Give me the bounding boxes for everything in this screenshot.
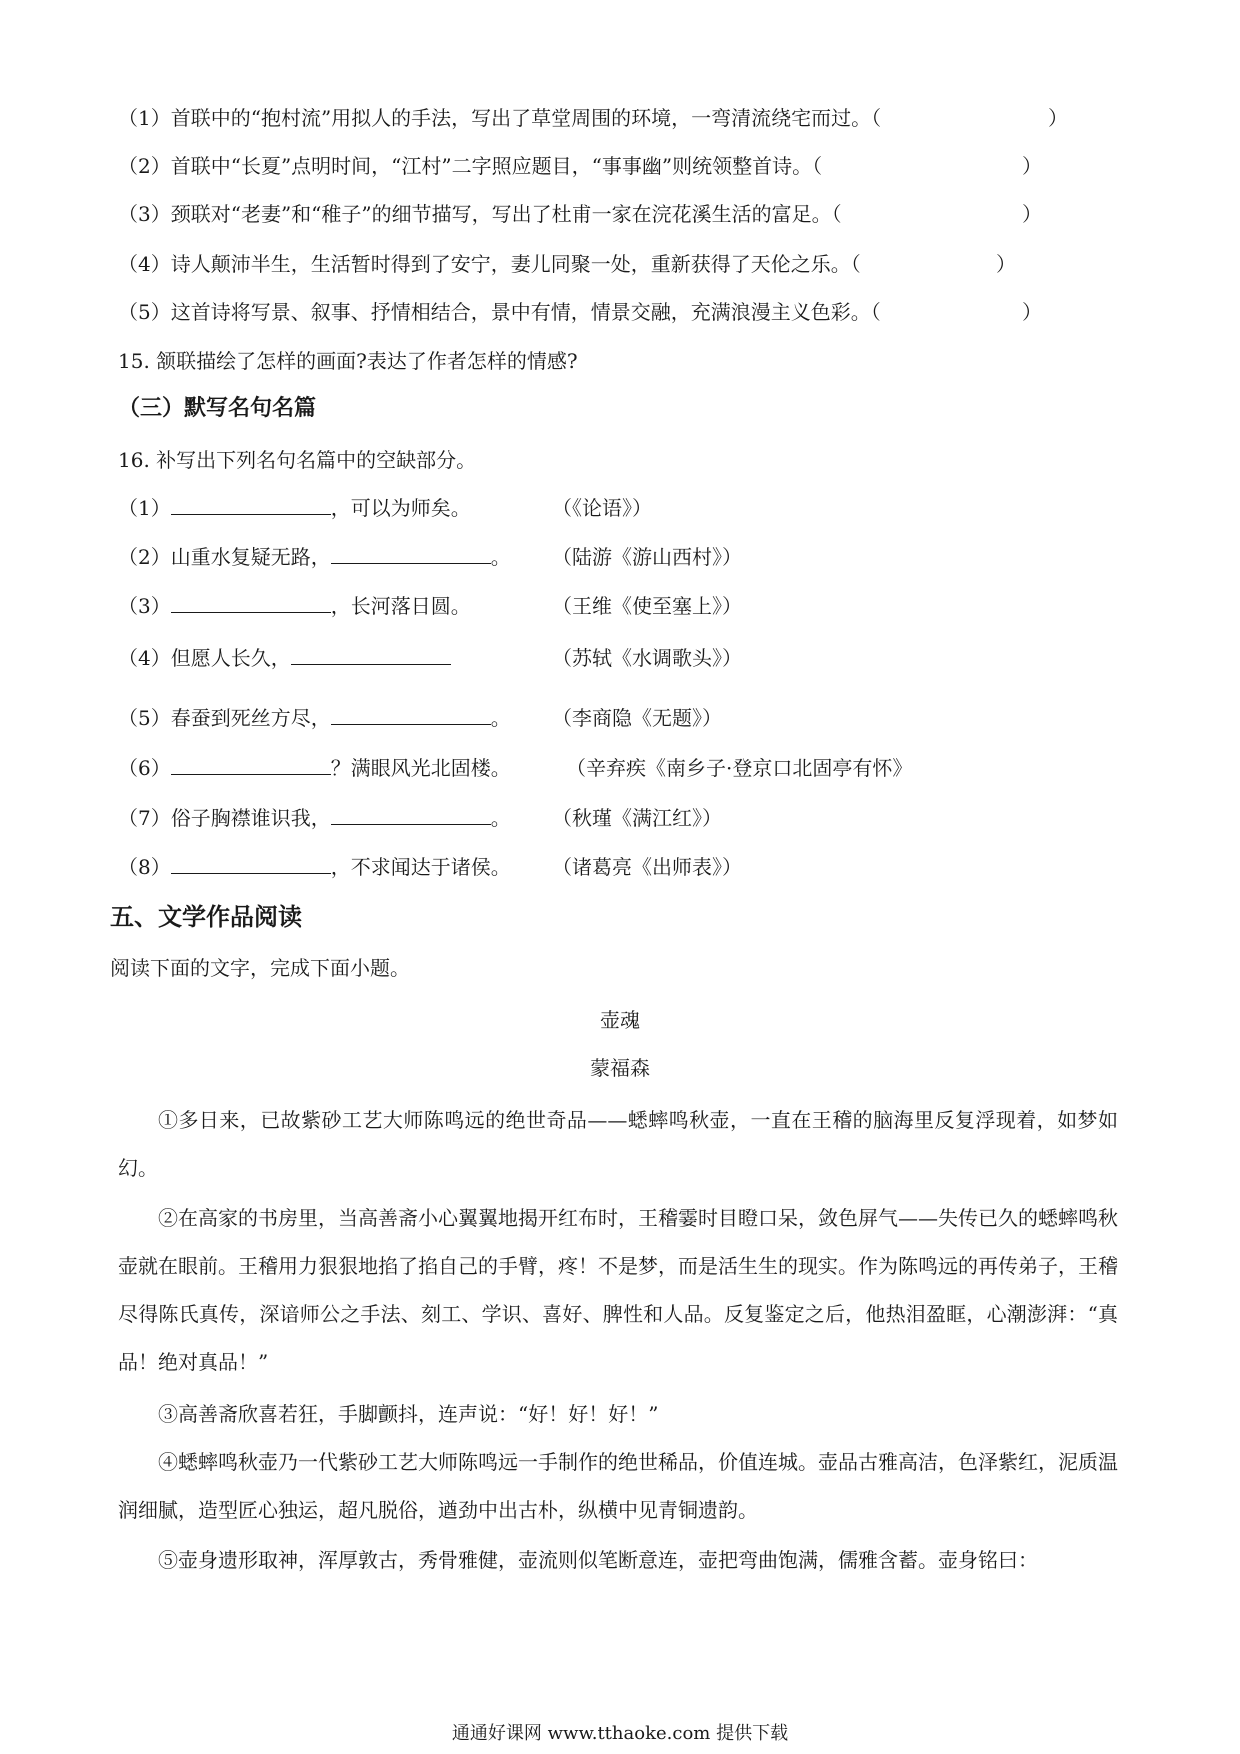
article-paragraph-1: ①多日来，已故紫砂工艺大师陈鸣远的绝世奇品——蟋蟀鸣秋壶，一直在王稽的脑海里反复浮现着，如梦如幻。 (118, 1108, 1118, 1180)
fill-item-2-source: （陆游《游山西村》） (552, 545, 742, 569)
page-footer: 通通好课网 www.tthaoke.com 提供下载 (451, 1723, 789, 1744)
answer-blank[interactable] (331, 704, 491, 725)
fill-item-6-source: （辛弃疾《南乡子·登京口北固亭有怀》 (566, 756, 913, 780)
fill-item-7: （7）俗子胸襟谁识我， 。 (118, 806, 511, 830)
answer-blank[interactable] (171, 494, 331, 515)
reading-instruction: 阅读下面的文字，完成下面小题。 (110, 956, 410, 980)
fill-item-5: （5）春蚕到死丝方尽， 。 (118, 706, 511, 730)
judgment-item-4-close: ） (996, 252, 1016, 276)
judgment-item-4: （4）诗人颠沛半生，生活暂时得到了安宁，妻儿同聚一处，重新获得了天伦之乐。（ (118, 252, 861, 276)
answer-blank[interactable] (171, 754, 331, 775)
judgment-item-5-close: ） (1022, 300, 1042, 324)
article-paragraph-3: ③高善斋欣喜若狂，手脚颤抖，连声说：“好！好！好！” (158, 1402, 659, 1426)
fill-item-4: （4）但愿人长久， (118, 644, 451, 672)
fill-item-2: （2）山重水复疑无路， 。 (118, 545, 511, 569)
article-author: 蒙福森 (590, 1056, 650, 1080)
fill-item-6: （6） ？满眼风光北固楼。 (118, 756, 511, 780)
answer-blank[interactable] (331, 804, 491, 825)
judgment-item-2-close: ） (1022, 154, 1042, 178)
judgment-item-1: （1）首联中的“抱村流”用拟人的手法，写出了草堂周围的环境，一弯清流绕宅而过。（ (118, 106, 882, 130)
answer-blank[interactable] (331, 543, 491, 564)
article-title: 壶魂 (600, 1008, 640, 1032)
fill-item-8: （8） ，不求闻达于诸侯。 (118, 855, 511, 879)
judgment-item-5: （5）这首诗将写景、叙事、抒情相结合，景中有情，情景交融，充满浪漫主义色彩。（ (118, 300, 881, 324)
judgment-item-3-close: ） (1022, 202, 1042, 226)
judgment-item-3: （3）颈联对“老妻”和“稚子”的细节描写，写出了杜甫一家在浣花溪生活的富足。（ (118, 202, 842, 226)
answer-blank[interactable] (171, 592, 331, 613)
article-paragraph-2: ②在高家的书房里，当高善斋小心翼翼地揭开红布时，王稽霎时目瞪口呆，敛色屏气——失传已久的蟋蟀鸣秋壶就在眼前。王稽用力狠狠地掐了掐自己的手臂，疼！不是梦，而是活生生的现实。作为陈鸣远的再传弟子，王稽尽得陈氏真传，深谙师公之手法、刻工、学识、喜好、脾性和人品。反复鉴定之后，他热泪盈眶，心潮澎湃：“真品！绝对真品！” (118, 1206, 1118, 1374)
answer-blank[interactable] (291, 644, 451, 665)
question-16: 16. 补写出下列名句名篇中的空缺部分。 (118, 448, 477, 472)
fill-item-8-source: （诸葛亮《出师表》） (552, 855, 742, 879)
fill-item-3-source: （王维《使至塞上》） (552, 594, 742, 618)
article-paragraph-5: ⑤壶身遗形取神，浑厚敦古，秀骨雅健，壶流则似笔断意连，壶把弯曲饱满，儒雅含蓄。壶身铭曰： (158, 1548, 1038, 1572)
section-3-heading: （三）默写名句名篇 (118, 396, 317, 421)
article-paragraph-4: ④蟋蟀鸣秋壶乃一代紫砂工艺大师陈鸣远一手制作的绝世稀品，价值连城。壶品古雅高洁，色泽紫红，泥质温润细腻，造型匠心独运，超凡脱俗，遒劲中出古朴，纵横中见青铜遗韵。 (118, 1450, 1118, 1522)
judgment-item-2: （2）首联中“长夏”点明时间，“江村”二字照应题目，“事事幽”则统领整首诗。（ (118, 154, 823, 178)
fill-item-1: （1） ，可以为师矣。 (118, 496, 471, 520)
answer-blank[interactable] (171, 853, 331, 874)
fill-item-5-source: （李商隐《无题》） (552, 706, 722, 730)
fill-item-3: （3） ，长河落日圆。 (118, 594, 471, 618)
fill-item-4-source: （苏轼《水调歌头》） (552, 646, 742, 670)
question-15: 15. 颔联描绘了怎样的画面?表达了作者怎样的情感? (118, 349, 578, 373)
fill-item-1-source: （《论语》） (552, 496, 652, 520)
fill-item-7-source: （秋瑾《满江红》） (552, 806, 722, 830)
judgment-item-1-close: ） (1048, 106, 1068, 130)
section-5-heading: 五、文学作品阅读 (110, 903, 302, 931)
